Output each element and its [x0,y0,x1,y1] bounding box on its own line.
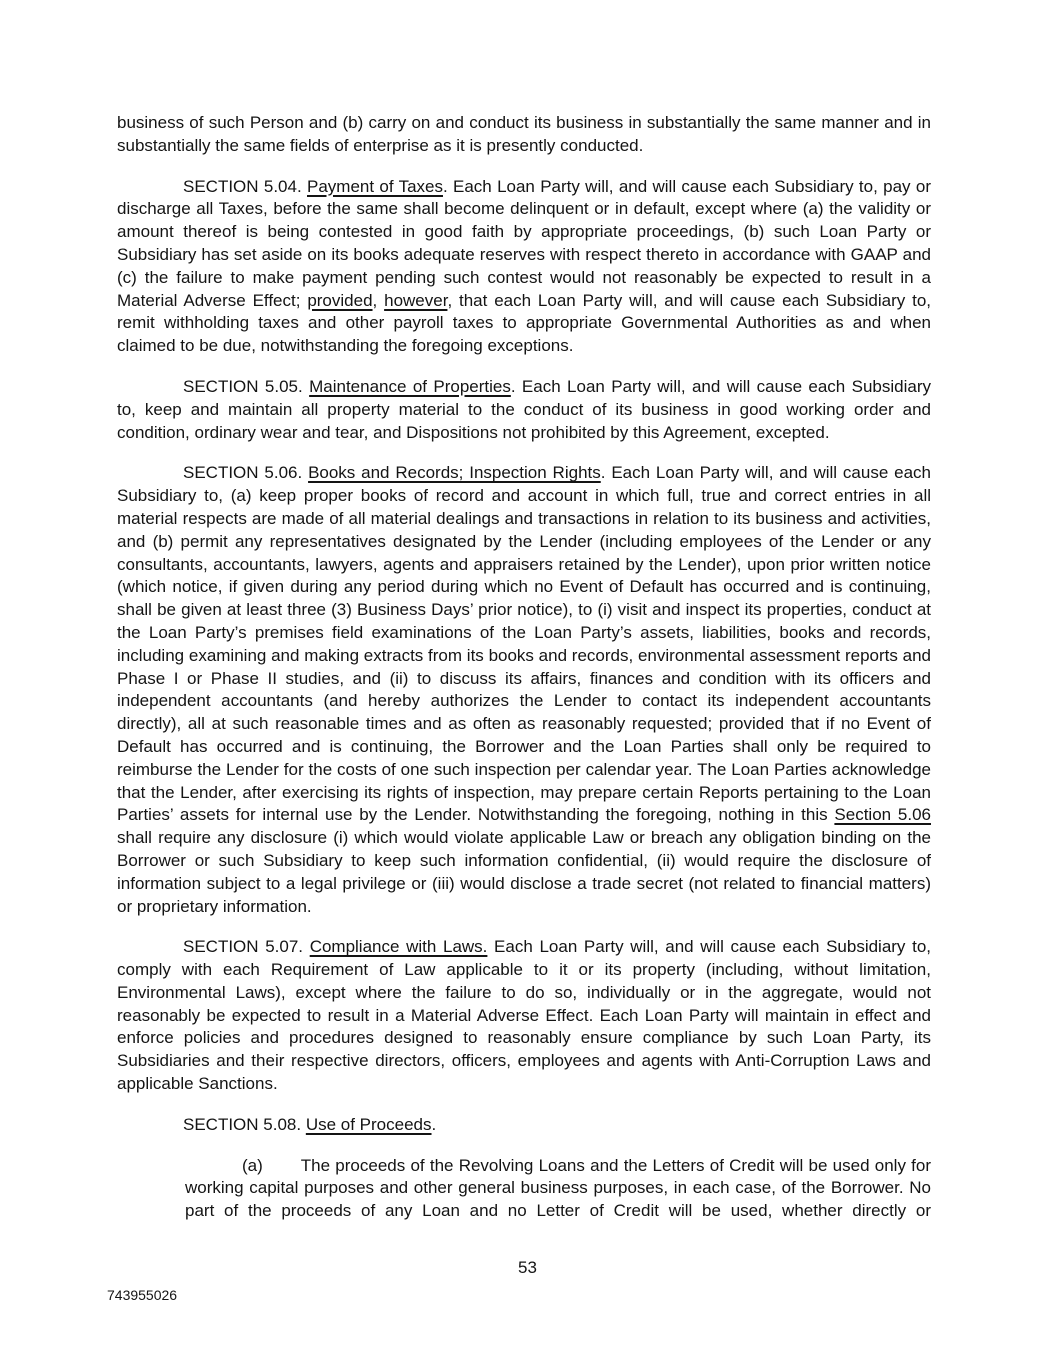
section-5-07-paragraph: SECTION 5.07. Compliance with Laws. Each Loan Party will, and will cause each Subsidiary to, comply with each Requirement of Law applicable to it or its property (including, without limitation, Environmental Laws), except where the failure to do so, individually or in the aggregate, would not reasonably be expected to result in a Material Adverse Effect. Each Loan Party will maintain in effect and enforce policies and procedures designed to reasonably ensure compliance by such Loan Party, its Subsidiaries and their respective directors, officers, employees and agents with Anti-Corruption Laws and applicable Sanctions. [117,937,931,1094]
subsection-a-text: The proceeds of the Revolving Loans and the Letters of Credit will be used only for working capital purposes and other general business purposes, in each case, of the Borrower. No part of the proceeds of any Loan and no Letter of Credit will be used, whether directly or [185,1155,931,1221]
list-marker-a: (a) [242,1155,263,1175]
section-5-08-heading: SECTION 5.08. Use of Proceeds. [183,1114,437,1134]
section-5-06-paragraph: SECTION 5.06. Books and Records; Inspection Rights. Each Loan Party will, and will cause each Subsidiary to, (a) keep proper books of record and account in which full, true and correct entries in all material respects are made of all material dealings and transactions in relation to its business and activities, and (b) permit any representatives designated by the Lender (including employees of the Lender or any consultants, accountants, lawyers, agents and appraisers retained by the Lender), upon prior written notice (which notice, if given during any period during which no Event of Default has occurred and is continuing, shall be given at least three (3) Business Days’ prior notice), to (i) visit and inspect its properties, conduct at the Loan Party’s premises field examinations of the Loan Party’s assets, liabilities, books and records, including examining and making extracts from its books and records, environmental assessment reports and Phase I or Phase II studies, and (ii) to discuss its affairs, finances and condition with its officers and independent accountants (and hereby authorizes the Lender to contact its independent accountants directly), all at such reasonable times and as often as reasonably requested; provided that if no Event of Default has occurred and is continuing, the Borrower and the Loan Parties shall only be required to reimburse the Lender for the costs of one such inspection per calendar year. The Loan Parties acknowledge that the Lender, after exercising its rights of inspection, may prepare certain Reports pertaining to the Loan Parties’ assets for internal use by the Lender. Notwithstanding the foregoing, nothing in this Section 5.06 shall require any disclosure (i) which would violate applicable Law or breach any obligation binding on the Borrower or such Subsidiary to keep such information confidential, (ii) would require the disclosure of information subject to a legal privilege or (iii) would disclose a trade secret (not related to financial matters) or proprietary information. [117,463,931,916]
section-5-05-paragraph: SECTION 5.05. Maintenance of Properties. Each Loan Party will, and will cause each Subsidiary to, keep and maintain all property material to the conduct of its business in good working order and condition, ordinary wear and tear, and Dispositions not prohibited by this Agreement, excepted. [117,376,931,442]
section-5-08-subsection-a [185,1155,931,1223]
section-5-04-paragraph: SECTION 5.04. Payment of Taxes. Each Loan Party will, and will cause each Subsidiary to, pay or discharge all Taxes, before the same shall become delinquent or in default, except where (a) the validity or amount thereof is being contested in good faith by appropriate proceedings, (b) such Loan Party or Subsidiary has set aside on its books adequate reserves with respect thereto in accordance with GAAP and (c) the failure to make payment pending such contest would not reasonably be expected to result in a Material Adverse Effect; provided, however, that each Loan Party will, and will cause each Subsidiary to, remit withholding taxes and other payroll taxes to appropriate Governmental Authorities as and when claimed to be due, notwithstanding the foregoing exceptions. [117,176,931,356]
page-number: 53 [518,1258,537,1277]
paragraph-continuation: business of such Person and (b) carry on and conduct its business in substantially the same manner and in substantially the same fields of enterprise as it is presently conducted. [117,113,931,155]
document-id-stamp: 743955026 [107,1287,178,1303]
document-body [117,112,931,1241]
